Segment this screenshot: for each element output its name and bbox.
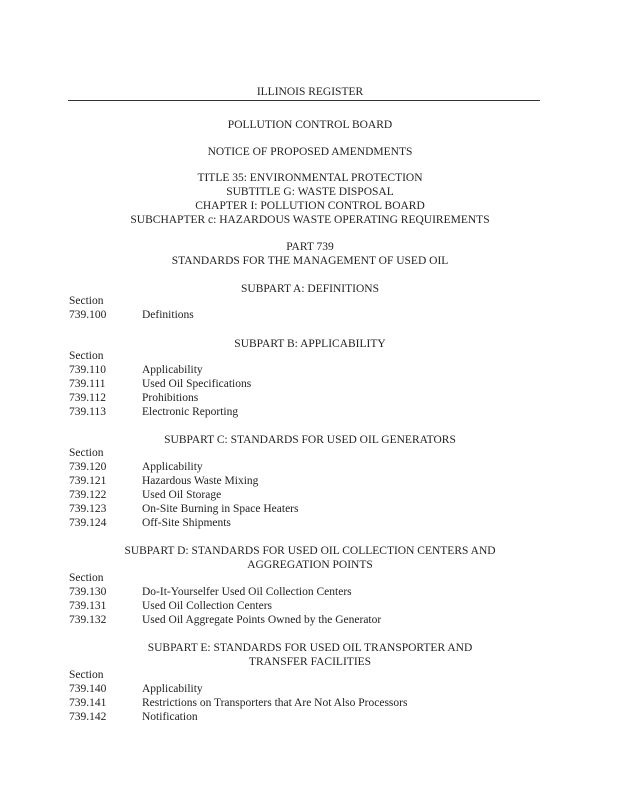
subpart-heading: SUBPART D: STANDARDS FOR USED OIL COLLECTION CENTERS AND AGGREGATION POINTS [124, 545, 496, 571]
toc-row [69, 683, 549, 697]
subchapter-line: SUBCHAPTER c: HAZARDOUS WASTE OPERATING REQUIREMENTS [130, 214, 490, 226]
toc-row [69, 475, 549, 489]
section-number: 739.123 [69, 503, 107, 515]
subtitle-line: SUBTITLE G: WASTE DISPOSAL [226, 186, 394, 198]
section-title: Applicability [142, 364, 203, 376]
header-rule [68, 100, 540, 101]
toc-row [69, 503, 549, 517]
section-title: Do-It-Yourselfer Used Oil Collection Centers [142, 586, 352, 598]
toc-row [69, 517, 549, 531]
part-block [0, 240, 620, 268]
register-header: ILLINOIS REGISTER [256, 86, 364, 98]
section-label: Section [69, 350, 104, 362]
section-title: Electronic Reporting [142, 406, 239, 418]
section-label: Section [69, 295, 104, 307]
section-label: Section [69, 447, 104, 459]
toc-row [69, 697, 549, 711]
subpart-heading: SUBPART A: DEFINITIONS [241, 283, 379, 295]
section-number: 739.121 [69, 475, 107, 487]
section-title: Used Oil Aggregate Points Owned by the Generator [142, 614, 382, 626]
section-number: 739.131 [69, 600, 107, 612]
toc-row [69, 600, 549, 614]
title-line: TITLE 35: ENVIRONMENTAL PROTECTION [197, 172, 423, 184]
section-label: Section [69, 572, 104, 584]
section-number: 739.112 [69, 392, 106, 404]
subpart-heading: SUBPART B: APPLICABILITY [234, 338, 386, 350]
section-title: Applicability [142, 683, 203, 695]
title-block [0, 171, 620, 227]
section-title: Hazardous Waste Mixing [142, 475, 259, 487]
section-number: 739.124 [69, 517, 107, 529]
section-title: Used Oil Storage [142, 489, 222, 501]
toc-row [69, 392, 549, 406]
section-number: 739.111 [69, 378, 106, 390]
section-title: Used Oil Collection Centers [142, 600, 272, 612]
section-title: Applicability [142, 461, 203, 473]
toc-row [69, 711, 549, 725]
section-title: Restrictions on Transporters that Are Not Also Processors [142, 697, 408, 709]
part-number: PART 739 [286, 241, 334, 253]
section-number: 739.100 [69, 309, 107, 321]
section-title: Used Oil Specifications [142, 378, 252, 390]
toc-row [69, 489, 549, 503]
section-number: 739.140 [69, 683, 107, 695]
toc-row [69, 586, 549, 600]
toc-row [69, 406, 549, 420]
section-label: Section [69, 669, 104, 681]
section-number: 739.132 [69, 614, 107, 626]
section-title: Notification [142, 711, 198, 723]
section-title: Definitions [142, 309, 194, 321]
notice-title: NOTICE OF PROPOSED AMENDMENTS [207, 146, 413, 158]
section-number: 739.142 [69, 711, 107, 723]
toc-row [69, 461, 549, 475]
toc-row [69, 309, 549, 323]
section-number: 739.130 [69, 586, 107, 598]
section-number: 739.120 [69, 461, 107, 473]
section-title: Prohibitions [142, 392, 199, 404]
board-name: POLLUTION CONTROL BOARD [227, 119, 393, 131]
subpart-heading: SUBPART E: STANDARDS FOR USED OIL TRANSPORTER AND TRANSFER FACILITIES [147, 642, 473, 668]
section-number: 739.113 [69, 406, 106, 418]
subpart-heading: SUBPART C: STANDARDS FOR USED OIL GENERATORS [164, 434, 456, 446]
section-title: On-Site Burning in Space Heaters [142, 503, 299, 515]
toc-row [69, 614, 549, 628]
section-number: 739.122 [69, 489, 107, 501]
toc-row [69, 364, 549, 378]
toc-row [69, 378, 549, 392]
part-name: STANDARDS FOR THE MANAGEMENT OF USED OIL [171, 255, 449, 267]
section-number: 739.110 [69, 364, 106, 376]
section-title: Off-Site Shipments [142, 517, 231, 529]
section-number: 739.141 [69, 697, 107, 709]
chapter-line: CHAPTER I: POLLUTION CONTROL BOARD [195, 200, 425, 212]
